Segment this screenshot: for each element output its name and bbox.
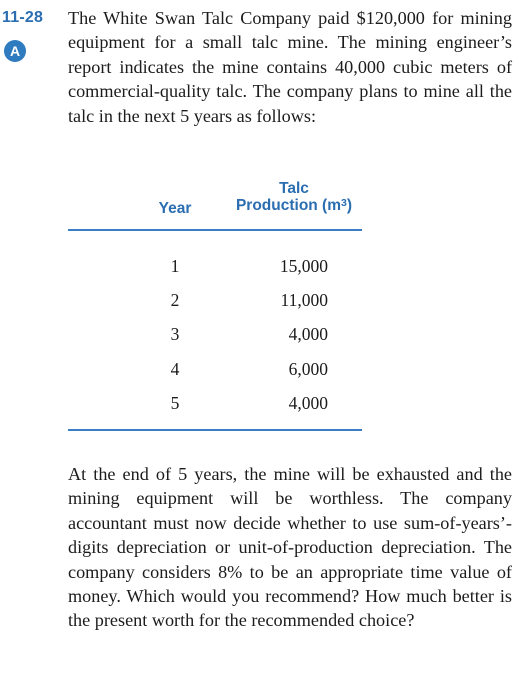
- table-header-production-text: Production (m: [235, 197, 342, 214]
- difficulty-badge: A: [4, 40, 26, 62]
- table-cell-year: 3: [170, 324, 180, 344]
- table-cell-production: 4,000: [288, 393, 328, 413]
- table-cell-production: 15,000: [279, 256, 328, 276]
- table-cell-year: 1: [170, 256, 180, 276]
- table-cell-production: 4,000: [288, 324, 328, 344]
- problem-question-text: At the end of 5 years, the mine will be exhausted and the mining equipment will be worthless. The company accountant must now decide whether to use sum-of-years’-digits depreciation or unit-of-production depreciation. The company considers 8% to be an appropriate time value of money. Which would you recommend? How much better is the present worth for the recommended choice?: [68, 464, 512, 631]
- table-top-rule: [68, 229, 362, 231]
- table-bottom-rule: [68, 429, 362, 431]
- table-header-production-line2: [224, 197, 364, 214]
- table-header-production-line1: Talc: [279, 180, 309, 197]
- table-header-production: [224, 180, 364, 214]
- problem-intro-text: The White Swan Talc Company paid $120,000 for mining equipment for a small talc mine. The mining engineer’s report indicates the mine contains 40,000 cubic meters of commercial-quality talc. The company plans to mine all the talc in the next 5 years as follows:: [68, 8, 512, 126]
- table-cell-production: 6,000: [288, 359, 328, 379]
- table-header-production-close: ): [346, 197, 353, 214]
- problem-number: 11-28: [2, 9, 44, 26]
- table-cell-year: 4: [170, 359, 180, 379]
- table-cell-production: 11,000: [280, 290, 328, 310]
- table-header-year: Year: [158, 200, 192, 217]
- table-header-production-unit-exponent: 3: [341, 197, 347, 209]
- table-cell-year: 5: [170, 393, 180, 413]
- table-cell-year: 2: [170, 290, 180, 310]
